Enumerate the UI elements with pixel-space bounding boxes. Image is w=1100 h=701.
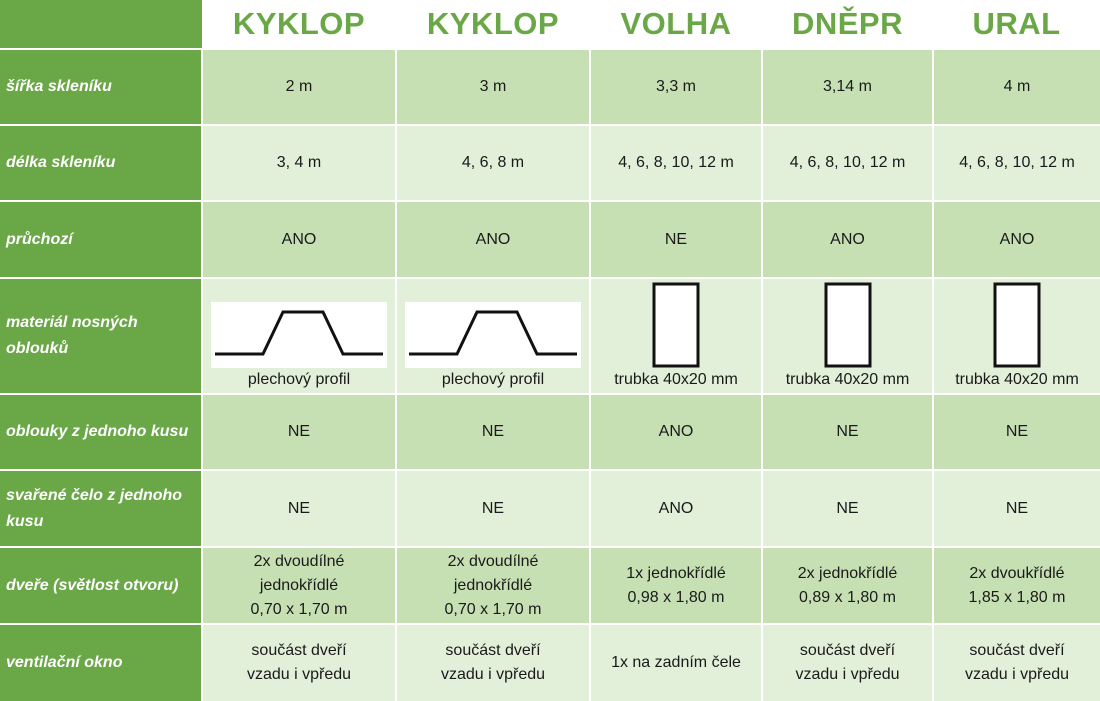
table-cell	[590, 624, 762, 701]
cell-line: 1x na zadním čele	[611, 654, 741, 671]
cell-line: vzadu i vpředu	[795, 666, 900, 683]
table-cell: NE	[933, 394, 1100, 470]
table-cell: 3 m	[396, 49, 590, 125]
material-label: trubka 40x20 mm	[614, 371, 738, 388]
table-cell: 2 m	[202, 49, 396, 125]
table-cell: 4, 6, 8, 10, 12 m	[590, 125, 762, 201]
row-label: délka skleníku	[0, 125, 202, 201]
cell-line: součást dveří	[445, 642, 541, 659]
table-cell	[202, 278, 396, 394]
tube-icon	[824, 282, 872, 368]
column-header: KYKLOP	[396, 0, 590, 49]
table-cell: ANO	[762, 201, 933, 278]
row-label: materiál nosných oblouků	[0, 278, 202, 394]
table-cell: 3,14 m	[762, 49, 933, 125]
table-cell: NE	[202, 470, 396, 547]
cell-line: 0,70 x 1,70 m	[250, 600, 348, 618]
column-header: DNĚPR	[762, 0, 933, 49]
table-cell: 3, 4 m	[202, 125, 396, 201]
row-label: dveře (světlost otvoru)	[0, 547, 202, 624]
profile-icon	[211, 302, 387, 368]
cell-line: vzadu i vpředu	[440, 666, 546, 683]
table-cell: 3,3 m	[590, 49, 762, 125]
table-row	[0, 624, 1100, 701]
table-cell: 4 m	[933, 49, 1100, 125]
table-cell	[933, 547, 1100, 624]
table-cell: NE	[202, 394, 396, 470]
cell-line: 0,98 x 1,80 m	[627, 588, 725, 606]
table-cell	[396, 547, 590, 624]
table-cell: ANO	[590, 470, 762, 547]
cell-line: jednokřídlé	[453, 576, 533, 594]
material-label: plechový profil	[441, 371, 545, 388]
tube-icon	[993, 282, 1041, 368]
table-cell: ANO	[396, 201, 590, 278]
table-row	[0, 470, 1100, 547]
cell-line: 1x jednokřídlé	[626, 564, 726, 582]
table-cell: NE	[933, 470, 1100, 547]
row-label: svařené čelo z jednoho kusu	[0, 470, 202, 547]
table-cell	[762, 278, 933, 394]
cell-line: 2x jednokřídlé	[797, 564, 898, 582]
table-cell	[396, 624, 590, 701]
table-cell	[202, 547, 396, 624]
cell-line: 1,85 x 1,80 m	[968, 588, 1066, 606]
table-row	[0, 278, 1100, 394]
column-header: KYKLOP	[202, 0, 396, 49]
table-cell: NE	[590, 201, 762, 278]
table-cell: 4, 6, 8, 10, 12 m	[762, 125, 933, 201]
cell-line: 2x dvoudílné	[253, 552, 345, 570]
header-row	[0, 0, 1100, 49]
table-cell	[933, 624, 1100, 701]
cell-line: součást dveří	[799, 642, 896, 659]
cell-line: vzadu i vpředu	[964, 666, 1070, 683]
table-row	[0, 394, 1100, 470]
table-row	[0, 125, 1100, 201]
table-cell: ANO	[202, 201, 396, 278]
header-corner	[0, 0, 202, 49]
cell-line: 0,70 x 1,70 m	[444, 600, 542, 618]
table-cell: 4, 6, 8 m	[396, 125, 590, 201]
table-cell: 4, 6, 8, 10, 12 m	[933, 125, 1100, 201]
profile-icon	[405, 302, 581, 368]
row-label: oblouky z jednoho kusu	[0, 394, 202, 470]
column-header: VOLHA	[590, 0, 762, 49]
table-cell: NE	[762, 470, 933, 547]
table-cell	[762, 547, 933, 624]
table-cell	[933, 278, 1100, 394]
table-row	[0, 201, 1100, 278]
row-label: šířka skleníku	[0, 49, 202, 125]
table-cell	[396, 278, 590, 394]
cell-line: vzadu i vpředu	[246, 666, 352, 683]
cell-line: součást dveří	[969, 642, 1065, 659]
row-label: průchozí	[0, 201, 202, 278]
table-cell: NE	[396, 470, 590, 547]
cell-line: 2x dvoukřídlé	[969, 564, 1065, 582]
table-cell: ANO	[590, 394, 762, 470]
column-header: URAL	[933, 0, 1100, 49]
table-cell: ANO	[933, 201, 1100, 278]
table-cell	[590, 547, 762, 624]
material-label: plechový profil	[247, 371, 351, 388]
material-label: trubka 40x20 mm	[955, 371, 1079, 388]
table-cell	[762, 624, 933, 701]
table-cell	[590, 278, 762, 394]
cell-line: 2x dvoudílné	[447, 552, 539, 570]
table-cell: NE	[396, 394, 590, 470]
cell-line: součást dveří	[251, 642, 347, 659]
table-row	[0, 49, 1100, 125]
table-cell	[202, 624, 396, 701]
table-cell: NE	[762, 394, 933, 470]
table-row	[0, 547, 1100, 624]
row-label: ventilační okno	[0, 624, 202, 701]
tube-icon	[652, 282, 700, 368]
material-label: trubka 40x20 mm	[785, 371, 910, 388]
cell-line: jednokřídlé	[259, 576, 339, 594]
cell-line: 0,89 x 1,80 m	[799, 588, 896, 606]
